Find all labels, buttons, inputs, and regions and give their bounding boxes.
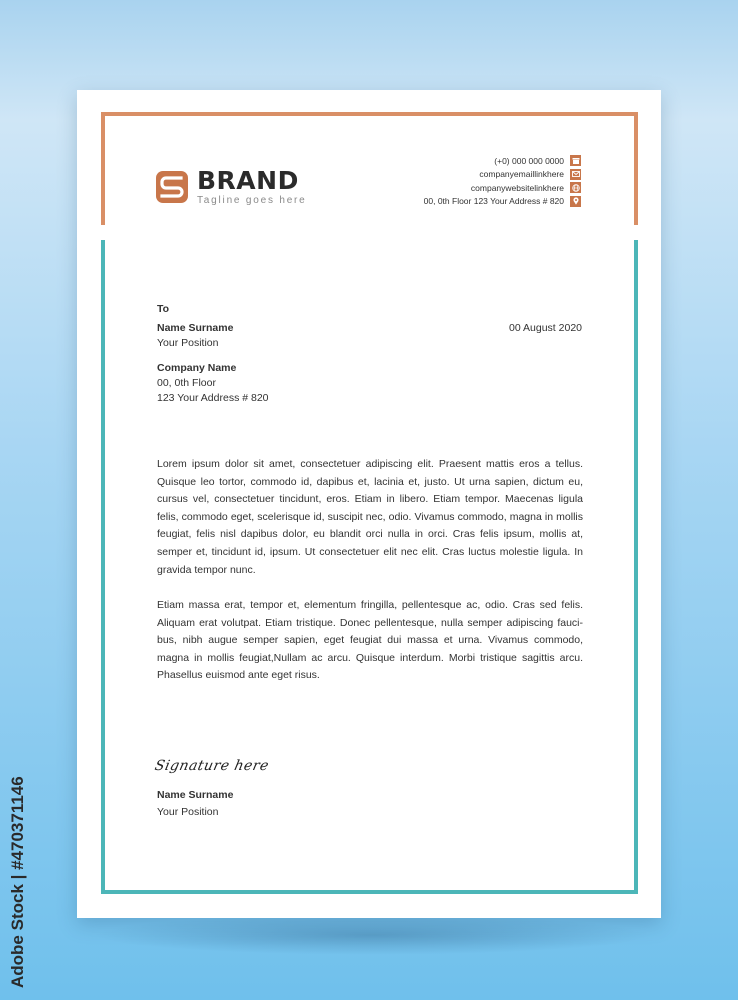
globe-icon <box>570 182 581 193</box>
contact-email <box>424 168 581 182</box>
brand-s-icon <box>155 170 189 204</box>
recipient-company: Company Name <box>157 362 237 374</box>
contact-website <box>424 181 581 195</box>
signer-name: Name Surname <box>157 789 234 801</box>
brand-name: BRAND <box>197 166 299 195</box>
phone-icon <box>570 155 581 166</box>
contact-phone <box>424 154 581 168</box>
letter-date: 00 August 2020 <box>509 322 582 334</box>
contact-block <box>424 154 581 208</box>
brand-logo <box>155 168 307 206</box>
letterhead-page <box>77 90 661 918</box>
email-text: companyemaillinkhere <box>479 169 564 180</box>
address-text: 00, 0th Floor 123 Your Address # 820 <box>423 196 564 207</box>
email-icon <box>570 169 581 180</box>
recipient-position: Your Position <box>157 337 219 349</box>
to-label: To <box>157 303 170 315</box>
body-paragraph-1: Lorem ipsum dolor sit amet, consectetuer adipiscing elit. Praesent mattis eros a tellus. Quisque leo tortor, commodo id, dapibus et, lacinia et, justo. Ut urna sapien, dictum eu, cursus vel, consectetuer tincidunt, eros. Etiam in libero. Etiam tempor. Maecenas ligula felis, commodo eget, scelerisque id, suscipit nec, odio. Vivamus commodo, magna in mollis feugiat, felis nisl dapibus dolor, eu blandit orci nulla in orci. Cras felis ipsum, mollis at, semper et, tincidunt id, ipsum. Ut consectetuer elit nec elit. Cras luctus molestie ligula. In gravida tempor nunc. <box>157 458 583 576</box>
body-paragraph-2: Etiam massa erat, tempor et, elementum fringilla, pellentesque ac, odio. Cras sed felis. Aliquam erat volutpat. Etiam tristique. Donec pellentesque, nulla semper adipiscing fauci-bus, nibh augue semper sapien, eget feugiat dui massa et urna. Vivamus commodo, magna in mollis feugiat,Nullam ac arcu. Quisque interdum. Morbi tristique sagittis arcu. Phasellus euismod ante eget risus. <box>157 599 583 682</box>
recipient-name: Name Surname <box>157 322 234 334</box>
website-text: companywebsitelinkhere <box>470 182 564 193</box>
recipient-address-line1: 00, 0th Floor <box>157 377 216 389</box>
phone-text: (+0) 000 000 0000 <box>494 155 564 166</box>
signer-position: Your Position <box>157 806 219 818</box>
brand-tagline: Tagline goes here <box>197 195 307 206</box>
stock-id-label: Adobe Stock | #470371146 <box>8 776 27 988</box>
location-pin-icon <box>570 196 581 207</box>
recipient-address-line2: 123 Your Address # 820 <box>157 392 269 404</box>
paper-shadow <box>92 915 652 955</box>
contact-address <box>424 195 581 209</box>
signature-script: Signature here <box>153 758 271 774</box>
